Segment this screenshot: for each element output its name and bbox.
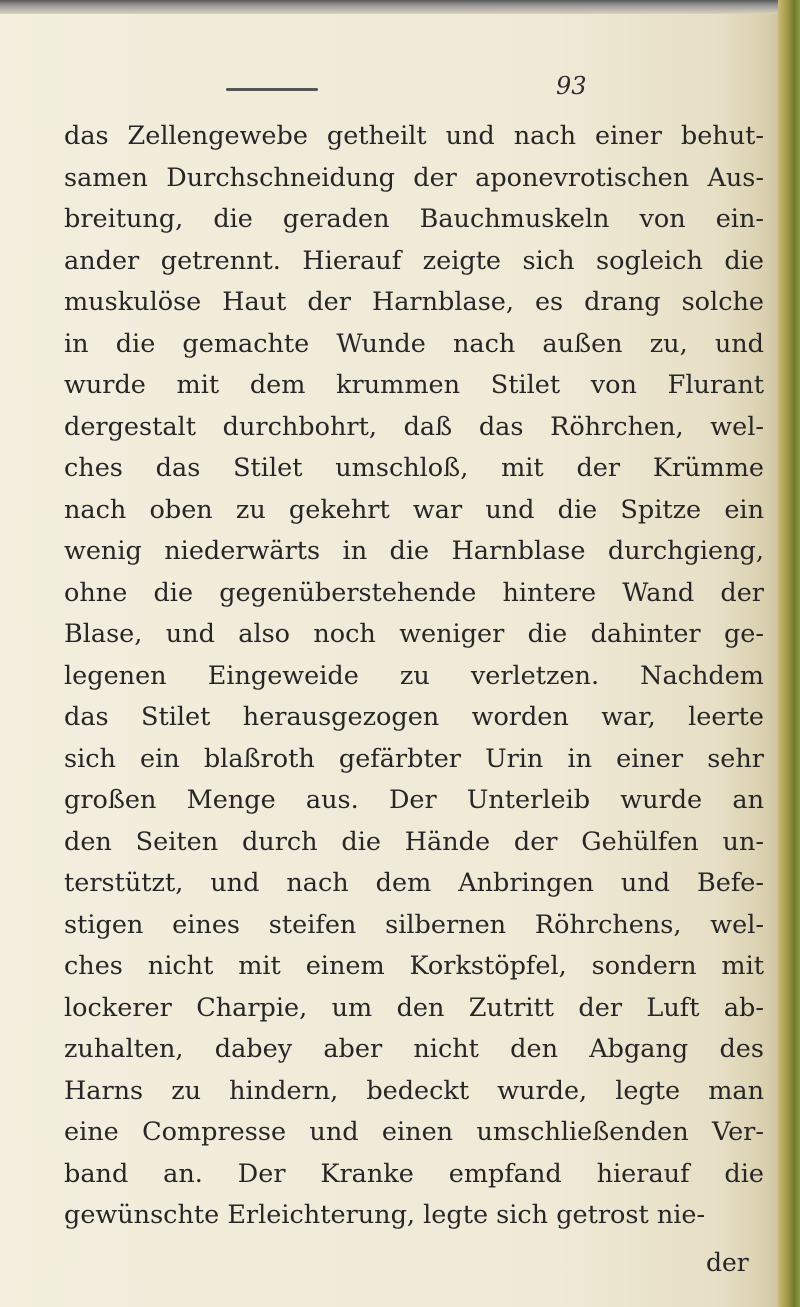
scan-top-edge (0, 0, 800, 14)
text-line: ches das Stilet umschloß, mit der Krümme (64, 453, 764, 483)
text-line: das Zellengewebe getheilt und nach einer behut- (64, 121, 764, 151)
text-line: ches nicht mit einem Korkstöpfel, sondern mit (64, 951, 764, 981)
text-line: nach oben zu gekehrt war und die Spitze ein (64, 494, 764, 525)
body-text (64, 116, 764, 1237)
text-line: breitung, die geraden Bauchmuskeln von ein- (64, 204, 764, 234)
text-line: das Stilet herausgezogen worden war, leerte (64, 702, 764, 732)
text-line: sich ein blaßroth gefärbter Urin in einer sehr (64, 743, 764, 774)
text-line: terstützt, und nach dem Anbringen und Befe- (64, 868, 764, 898)
header-rule (226, 88, 318, 91)
text-line: dergestalt durchbohrt, daß das Röhrchen, wel- (64, 411, 764, 442)
text-line: legenen Eingeweide zu verletzen. Nachdem (64, 660, 764, 691)
text-line: den Seiten durch die Hände der Gehülfen un- (64, 826, 764, 857)
page-number: 93 (556, 72, 587, 100)
text-line: samen Durchschneidung der aponevrotischen Aus- (64, 162, 764, 193)
text-line: band an. Der Kranke empfand hierauf die (64, 1158, 764, 1189)
text-line: eine Compresse und einen umschließenden Ver- (64, 1117, 764, 1147)
text-line: gewünschte Erleichterung, legte sich getrost nie- (64, 1200, 706, 1230)
text-line: lockerer Charpie, um den Zutritt der Luft ab- (64, 992, 764, 1023)
text-line: in die gemachte Wunde nach außen zu, und (64, 328, 764, 359)
text-line: ander getrennt. Hierauf zeigte sich sogleich die (64, 245, 764, 276)
text-line: Blase, und also noch weniger die dahinter ge- (64, 619, 764, 649)
text-line: muskulöse Haut der Harnblase, es drang solche (64, 287, 764, 317)
text-line: wurde mit dem krummen Stilet von Flurant (64, 370, 764, 400)
text-line: wenig niederwärts in die Harnblase durchgieng, (64, 536, 764, 566)
text-line: großen Menge aus. Der Unterleib wurde an (64, 785, 764, 815)
catchword: der (706, 1248, 749, 1277)
text-line: stigen eines steifen silbernen Röhrchens, wel- (64, 909, 764, 940)
text-line: zuhalten, dabey aber nicht den Abgang des (64, 1034, 764, 1064)
text-line: Harns zu hindern, bedeckt wurde, legte man (64, 1075, 764, 1106)
scan-right-edge (778, 0, 800, 1307)
text-line: ohne die gegenüberstehende hintere Wand der (64, 577, 764, 608)
